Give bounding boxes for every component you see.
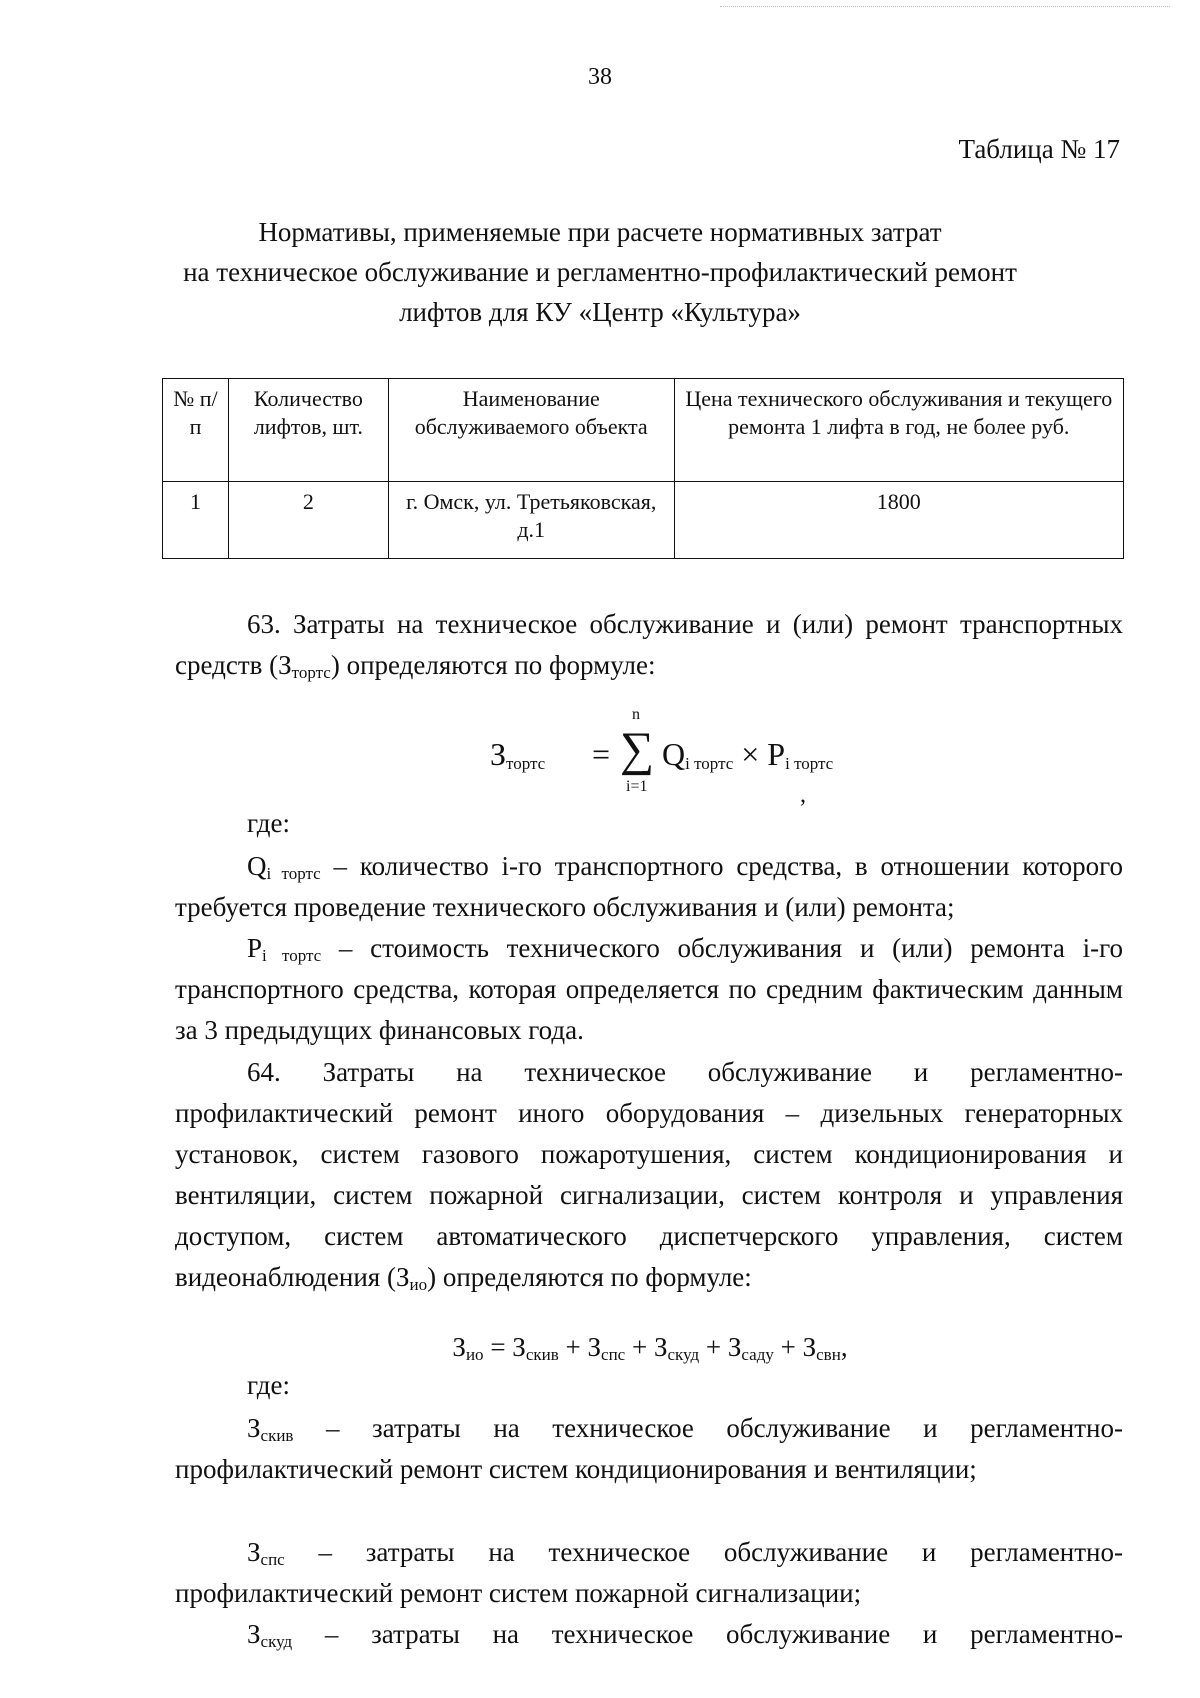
- formula-transport: $З_{тортс}$ = n ∑ i=1 $Q_{i тортс} \times P_{i тортс}$: [490, 706, 834, 795]
- definition-skud: $З_{скуд}$ – затраты на техническое обслуживание и регламентно-: [247, 1619, 1123, 1651]
- page-number: 38: [588, 64, 612, 90]
- table-cell: г. Омск, ул. Третьяковская, д.1: [388, 482, 674, 559]
- table-header-row: [163, 379, 1124, 482]
- definition-p: $P_{i тортс}$ – стоимость технического обслуживания и (или) ремонта i-го транспортного средства, которая определяется по средним фактическим данным за 3 предыдущих финансовых года.: [175, 933, 1123, 1045]
- where-label: где:: [247, 1370, 290, 1400]
- definition-skiv: $З_{скив}$ – затраты на техническое обслуживание и регламентно-профилактический ремонт систем кондиционирования и вентиляции;: [175, 1413, 1123, 1484]
- heading-line-2: на техническое обслуживание и регламентно-профилактический ремонт: [183, 257, 1017, 287]
- heading-line-1: Нормативы, применяемые при расчете нормативных затрат: [258, 217, 942, 247]
- definition-sps: $З_{спс}$ – затраты на техническое обслуживание и регламентно-профилактический ремонт систем пожарной сигнализации;: [175, 1537, 1123, 1608]
- table-header-cell: Наименование обслуживаемого объекта: [388, 379, 674, 482]
- table-caption: Таблица № 17: [958, 134, 1120, 164]
- table-cell: 1: [163, 482, 229, 559]
- table-cell: 1800: [674, 482, 1123, 559]
- table-row: [163, 482, 1124, 559]
- heading-line-3: лифтов для КУ «Центр «Культура»: [399, 297, 801, 327]
- definition-q: $Q_{i тортс}$ – количество i-го транспортного средства, в отношении которого требуется проведение технического обслуживания и (или) ремонта;: [175, 851, 1123, 922]
- table-header-cell: № п/п: [163, 379, 229, 482]
- where-label: где:: [247, 808, 290, 838]
- norms-table: [162, 378, 1124, 559]
- heading: [100, 212, 1100, 332]
- table-header-cell: Цена технического обслуживания и текущего ремонта 1 лифта в год, не более руб.: [674, 379, 1123, 482]
- sum-symbol: ∑: [620, 723, 655, 776]
- formula-equipment: $З_{ио} = З_{скив} + З_{спс} + З_{скуд} + З_{саду} + З_{свн}$,: [452, 1332, 848, 1364]
- scan-artifact: [720, 6, 1170, 7]
- table-header-cell: Количество лифтов, шт.: [228, 379, 388, 482]
- paragraph-64: 64. Затраты на техническое обслуживание и регламентно-профилактический ремонт иного оборудования – дизельных генераторных установок, систем газового пожаротушения, систем кондиционирования и вентиляции, систем пожарной сигнализации, систем контроля и управления доступом, систем автоматического диспетчерского управления, систем видеонаблюдения $(З_{ио})$ определяются по формуле:: [175, 1057, 1123, 1294]
- table-cell: 2: [228, 482, 388, 559]
- paragraph-63: 63. Затраты на техническое обслуживание и (или) ремонт транспортных средств $(З_{тортс})$ определяются по формуле:: [175, 609, 1123, 682]
